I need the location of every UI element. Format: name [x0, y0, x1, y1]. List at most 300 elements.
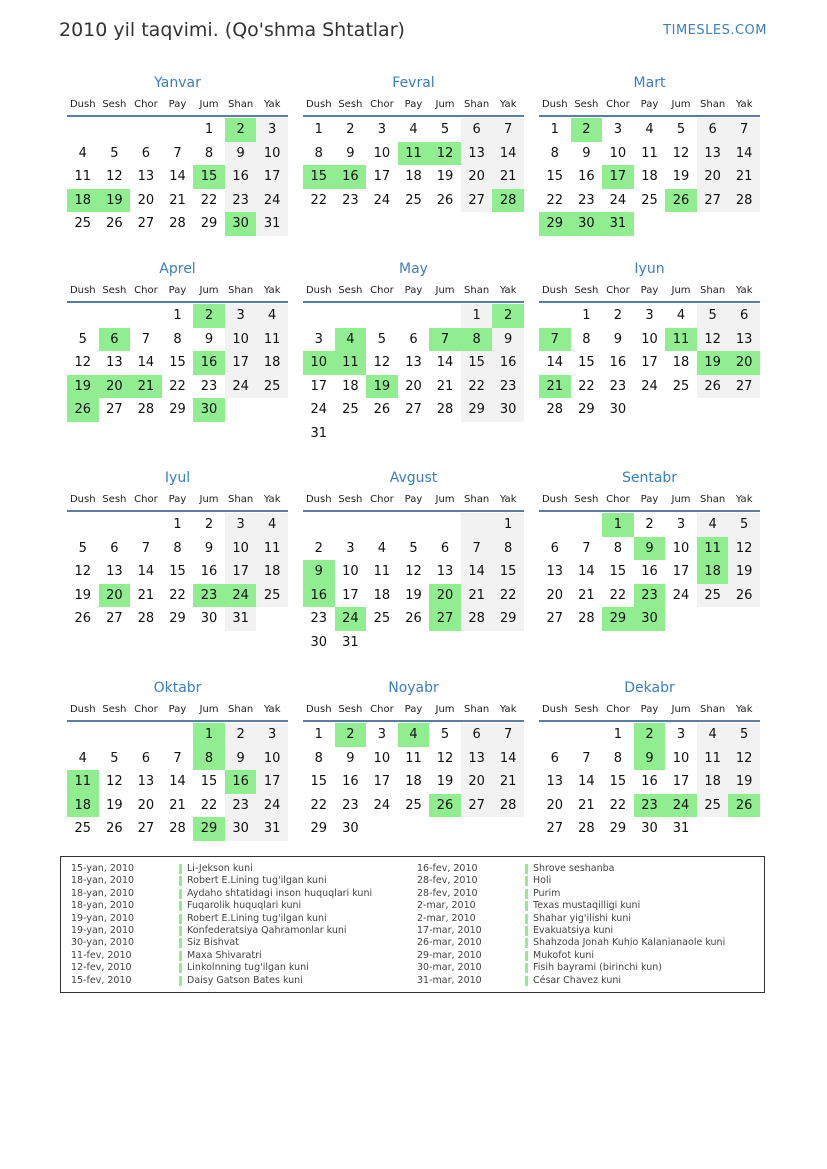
day-cell[interactable]: 3 — [676, 517, 686, 532]
day-cell[interactable]: 8 — [613, 540, 623, 556]
holiday-day-cell[interactable]: 18 — [697, 560, 729, 584]
day-cell[interactable]: 22 — [492, 584, 524, 608]
day-cell[interactable]: 29 — [461, 398, 493, 422]
day-cell[interactable]: 7 — [492, 118, 524, 142]
holiday-day-cell[interactable]: 19 — [99, 189, 131, 213]
day-cell[interactable]: 9 — [613, 331, 623, 347]
day-cell[interactable]: 27 — [697, 189, 729, 213]
holiday-day-cell[interactable]: 30 — [225, 212, 257, 236]
day-cell[interactable]: 7 — [492, 723, 524, 747]
day-cell[interactable]: 24 — [256, 189, 288, 213]
day-cell[interactable]: 29 — [169, 402, 186, 417]
day-cell[interactable]: 8 — [204, 145, 214, 161]
day-cell[interactable]: 1 — [314, 122, 323, 137]
day-cell[interactable]: 11 — [697, 747, 729, 771]
day-cell[interactable]: 25 — [672, 378, 690, 394]
day-cell[interactable]: 20 — [405, 378, 422, 394]
holiday-day-cell[interactable]: 19 — [67, 375, 99, 399]
holiday-day-cell[interactable]: 30 — [634, 607, 666, 631]
day-cell[interactable]: 31 — [310, 425, 328, 441]
day-cell[interactable]: 25 — [74, 216, 92, 231]
holiday-day-cell[interactable]: 4 — [335, 328, 367, 352]
day-cell[interactable]: 31 — [342, 634, 359, 650]
day-cell[interactable]: 24 — [609, 192, 627, 208]
day-cell[interactable]: 25 — [697, 584, 729, 608]
day-cell[interactable]: 14 — [461, 560, 493, 584]
day-cell[interactable]: 30 — [609, 402, 627, 417]
day-cell[interactable]: 13 — [106, 564, 123, 579]
day-cell[interactable]: 25 — [342, 402, 359, 417]
day-cell[interactable]: 9 — [225, 747, 257, 771]
day-cell[interactable]: 14 — [492, 747, 524, 771]
day-cell[interactable]: 12 — [74, 564, 92, 579]
day-cell[interactable]: 16 — [200, 564, 218, 579]
day-cell[interactable]: 3 — [225, 513, 257, 537]
day-cell[interactable]: 8 — [613, 750, 623, 766]
day-cell[interactable]: 28 — [578, 821, 595, 836]
day-cell[interactable]: 22 — [200, 192, 218, 208]
day-cell[interactable]: 25 — [405, 797, 422, 813]
holiday-day-cell[interactable]: 26 — [665, 189, 697, 213]
day-cell[interactable]: 31 — [256, 817, 288, 841]
day-cell[interactable]: 13 — [461, 142, 493, 166]
day-cell[interactable]: 23 — [342, 192, 359, 208]
day-cell[interactable]: 16 — [609, 355, 627, 370]
day-cell[interactable]: 2 — [645, 517, 654, 532]
day-cell[interactable]: 30 — [342, 821, 359, 836]
day-cell[interactable]: 16 — [342, 774, 359, 789]
day-cell[interactable]: 22 — [169, 378, 186, 394]
day-cell[interactable]: 13 — [697, 142, 729, 166]
day-cell[interactable]: 19 — [728, 560, 760, 584]
day-cell[interactable]: 8 — [550, 145, 559, 161]
day-cell[interactable]: 5 — [728, 513, 760, 537]
day-cell[interactable]: 21 — [169, 192, 186, 208]
day-cell[interactable]: 18 — [373, 587, 391, 603]
day-cell[interactable]: 13 — [546, 774, 564, 789]
day-cell[interactable]: 16 — [578, 169, 595, 184]
day-cell[interactable]: 25 — [256, 375, 288, 399]
day-cell[interactable]: 3 — [676, 727, 686, 742]
day-cell[interactable]: 20 — [461, 165, 493, 189]
day-cell[interactable]: 1 — [173, 517, 182, 532]
day-cell[interactable]: 22 — [310, 192, 328, 208]
day-cell[interactable]: 2 — [613, 308, 623, 323]
holiday-day-cell[interactable]: 2 — [193, 304, 225, 328]
day-cell[interactable]: 14 — [546, 355, 564, 370]
day-cell[interactable]: 26 — [728, 584, 760, 608]
day-cell[interactable]: 12 — [74, 355, 92, 370]
day-cell[interactable]: 4 — [78, 750, 87, 766]
holiday-day-cell[interactable]: 19 — [697, 351, 729, 375]
day-cell[interactable]: 17 — [310, 378, 328, 394]
day-cell[interactable]: 10 — [256, 142, 288, 166]
day-cell[interactable]: 5 — [110, 145, 119, 161]
day-cell[interactable]: 21 — [492, 770, 524, 794]
day-cell[interactable]: 16 — [641, 564, 658, 579]
day-cell[interactable]: 17 — [256, 770, 288, 794]
day-cell[interactable]: 13 — [728, 328, 760, 352]
day-cell[interactable]: 6 — [550, 540, 559, 556]
day-cell[interactable]: 1 — [550, 122, 559, 137]
day-cell[interactable]: 1 — [613, 727, 623, 742]
day-cell[interactable]: 23 — [225, 794, 257, 818]
day-cell[interactable]: 1 — [461, 304, 493, 328]
day-cell[interactable]: 23 — [342, 797, 359, 813]
day-cell[interactable]: 8 — [492, 537, 524, 561]
day-cell[interactable]: 24 — [373, 192, 391, 208]
holiday-day-cell[interactable]: 11 — [697, 537, 729, 561]
day-cell[interactable]: 28 — [578, 611, 595, 626]
day-cell[interactable]: 24 — [641, 378, 658, 394]
day-cell[interactable]: 30 — [310, 634, 328, 650]
day-cell[interactable]: 5 — [110, 750, 119, 766]
day-cell[interactable]: 12 — [373, 355, 391, 370]
day-cell[interactable]: 6 — [141, 145, 151, 161]
day-cell[interactable]: 4 — [256, 304, 288, 328]
day-cell[interactable]: 5 — [440, 122, 450, 137]
day-cell[interactable]: 6 — [409, 331, 418, 347]
day-cell[interactable]: 1 — [314, 727, 323, 742]
day-cell[interactable]: 31 — [256, 212, 288, 236]
day-cell[interactable]: 14 — [728, 142, 760, 166]
day-cell[interactable]: 25 — [697, 794, 729, 818]
day-cell[interactable]: 27 — [546, 611, 564, 626]
holiday-day-cell[interactable]: 1 — [193, 723, 225, 747]
holiday-day-cell[interactable]: 18 — [67, 189, 99, 213]
day-cell[interactable]: 4 — [377, 540, 387, 556]
holiday-day-cell[interactable]: 16 — [335, 165, 367, 189]
day-cell[interactable]: 27 — [728, 375, 760, 399]
day-cell[interactable]: 19 — [436, 774, 454, 789]
day-cell[interactable]: 16 — [225, 165, 257, 189]
day-cell[interactable]: 26 — [106, 216, 123, 231]
day-cell[interactable]: 19 — [728, 770, 760, 794]
day-cell[interactable]: 6 — [440, 540, 450, 556]
day-cell[interactable]: 17 — [373, 169, 391, 184]
day-cell[interactable]: 23 — [225, 189, 257, 213]
day-cell[interactable]: 11 — [256, 328, 288, 352]
day-cell[interactable]: 21 — [578, 587, 595, 603]
day-cell[interactable]: 1 — [204, 122, 214, 137]
day-cell[interactable]: 9 — [204, 540, 214, 556]
day-cell[interactable]: 11 — [405, 750, 422, 766]
day-cell[interactable]: 14 — [578, 774, 595, 789]
day-cell[interactable]: 24 — [256, 794, 288, 818]
day-cell[interactable]: 5 — [78, 331, 87, 347]
holiday-day-cell[interactable]: 2 — [335, 723, 367, 747]
holiday-day-cell[interactable]: 1 — [602, 513, 634, 537]
day-cell[interactable]: 5 — [78, 540, 87, 556]
day-cell[interactable]: 10 — [342, 564, 359, 579]
day-cell[interactable]: 27 — [106, 402, 123, 417]
day-cell[interactable]: 8 — [173, 331, 182, 347]
day-cell[interactable]: 15 — [546, 169, 564, 184]
day-cell[interactable]: 25 — [405, 192, 422, 208]
holiday-day-cell[interactable]: 2 — [634, 723, 666, 747]
day-cell[interactable]: 12 — [728, 747, 760, 771]
day-cell[interactable]: 1 — [492, 513, 524, 537]
day-cell[interactable]: 18 — [697, 770, 729, 794]
day-cell[interactable]: 19 — [74, 587, 92, 603]
day-cell[interactable]: 15 — [169, 355, 186, 370]
day-cell[interactable]: 26 — [436, 192, 454, 208]
day-cell[interactable]: 6 — [461, 118, 493, 142]
day-cell[interactable]: 2 — [346, 122, 355, 137]
day-cell[interactable]: 14 — [492, 142, 524, 166]
day-cell[interactable]: 3 — [256, 118, 288, 142]
day-cell[interactable]: 14 — [578, 564, 595, 579]
holiday-day-cell[interactable]: 23 — [634, 794, 666, 818]
day-cell[interactable]: 14 — [169, 774, 186, 789]
day-cell[interactable]: 13 — [137, 774, 155, 789]
day-cell[interactable]: 3 — [377, 727, 387, 742]
day-cell[interactable]: 12 — [672, 145, 690, 161]
holiday-day-cell[interactable]: 15 — [193, 165, 225, 189]
day-cell[interactable]: 20 — [137, 192, 155, 208]
day-cell[interactable]: 28 — [436, 402, 454, 417]
day-cell[interactable]: 3 — [377, 122, 387, 137]
day-cell[interactable]: 20 — [546, 587, 564, 603]
day-cell[interactable]: 23 — [578, 192, 595, 208]
day-cell[interactable]: 12 — [697, 328, 729, 352]
day-cell[interactable]: 26 — [405, 611, 422, 626]
day-cell[interactable]: 11 — [373, 564, 391, 579]
day-cell[interactable]: 9 — [582, 145, 591, 161]
day-cell[interactable]: 23 — [609, 378, 627, 394]
day-cell[interactable]: 15 — [492, 560, 524, 584]
day-cell[interactable]: 19 — [405, 587, 422, 603]
holiday-day-cell[interactable]: 2 — [225, 118, 257, 142]
day-cell[interactable]: 6 — [461, 723, 493, 747]
holiday-day-cell[interactable]: 28 — [492, 189, 524, 213]
day-cell[interactable]: 19 — [672, 169, 690, 184]
day-cell[interactable]: 3 — [645, 308, 654, 323]
day-cell[interactable]: 12 — [106, 774, 123, 789]
holiday-day-cell[interactable]: 31 — [602, 212, 634, 236]
day-cell[interactable]: 5 — [409, 540, 418, 556]
day-cell[interactable]: 21 — [578, 797, 595, 813]
day-cell[interactable]: 10 — [672, 750, 690, 766]
holiday-day-cell[interactable]: 11 — [67, 770, 99, 794]
day-cell[interactable]: 26 — [373, 402, 391, 417]
holiday-day-cell[interactable]: 7 — [539, 328, 571, 352]
day-cell[interactable]: 3 — [225, 304, 257, 328]
day-cell[interactable]: 21 — [492, 165, 524, 189]
day-cell[interactable]: 20 — [546, 797, 564, 813]
holiday-day-cell[interactable]: 20 — [99, 375, 131, 399]
day-cell[interactable]: 31 — [225, 607, 257, 631]
day-cell[interactable]: 5 — [440, 727, 450, 742]
holiday-day-cell[interactable]: 29 — [193, 817, 225, 841]
holiday-day-cell[interactable]: 24 — [665, 794, 697, 818]
holiday-day-cell[interactable]: 24 — [335, 607, 367, 631]
day-cell[interactable]: 8 — [314, 750, 323, 766]
holiday-day-cell[interactable]: 9 — [634, 537, 666, 561]
day-cell[interactable]: 23 — [200, 378, 218, 394]
day-cell[interactable]: 10 — [373, 145, 391, 161]
day-cell[interactable]: 3 — [314, 331, 323, 347]
day-cell[interactable]: 17 — [225, 351, 257, 375]
day-cell[interactable]: 19 — [106, 797, 123, 813]
holiday-day-cell[interactable]: 10 — [303, 351, 335, 375]
day-cell[interactable]: 29 — [200, 216, 218, 231]
day-cell[interactable]: 27 — [461, 189, 493, 213]
day-cell[interactable]: 2 — [314, 540, 323, 556]
day-cell[interactable]: 10 — [609, 145, 627, 161]
holiday-day-cell[interactable]: 24 — [225, 584, 257, 608]
holiday-day-cell[interactable]: 26 — [429, 794, 461, 818]
day-cell[interactable]: 28 — [169, 821, 186, 836]
day-cell[interactable]: 5 — [676, 122, 686, 137]
holiday-day-cell[interactable]: 16 — [193, 351, 225, 375]
holiday-day-cell[interactable]: 6 — [99, 328, 131, 352]
day-cell[interactable]: 14 — [137, 564, 155, 579]
day-cell[interactable]: 22 — [310, 797, 328, 813]
day-cell[interactable]: 17 — [672, 774, 690, 789]
day-cell[interactable]: 16 — [641, 774, 658, 789]
day-cell[interactable]: 18 — [256, 560, 288, 584]
day-cell[interactable]: 11 — [256, 537, 288, 561]
day-cell[interactable]: 27 — [137, 216, 155, 231]
day-cell[interactable]: 21 — [169, 797, 186, 813]
day-cell[interactable]: 16 — [492, 351, 524, 375]
day-cell[interactable]: 21 — [461, 584, 493, 608]
holiday-day-cell[interactable]: 16 — [303, 584, 335, 608]
day-cell[interactable]: 29 — [578, 402, 595, 417]
day-cell[interactable]: 28 — [492, 794, 524, 818]
holiday-day-cell[interactable]: 26 — [67, 398, 99, 422]
holiday-day-cell[interactable]: 9 — [303, 560, 335, 584]
day-cell[interactable]: 1 — [173, 308, 182, 323]
holiday-day-cell[interactable]: 9 — [634, 747, 666, 771]
day-cell[interactable]: 7 — [173, 145, 182, 161]
day-cell[interactable]: 24 — [225, 375, 257, 399]
day-cell[interactable]: 27 — [546, 821, 564, 836]
day-cell[interactable]: 17 — [225, 560, 257, 584]
day-cell[interactable]: 12 — [436, 750, 454, 766]
day-cell[interactable]: 21 — [137, 587, 155, 603]
day-cell[interactable]: 23 — [492, 375, 524, 399]
day-cell[interactable]: 25 — [641, 192, 658, 208]
day-cell[interactable]: 10 — [373, 750, 391, 766]
day-cell[interactable]: 17 — [672, 564, 690, 579]
holiday-day-cell[interactable]: 26 — [728, 794, 760, 818]
day-cell[interactable]: 14 — [436, 355, 454, 370]
holiday-day-cell[interactable]: 19 — [366, 375, 398, 399]
day-cell[interactable]: 6 — [141, 750, 151, 766]
day-cell[interactable]: 28 — [546, 402, 564, 417]
day-cell[interactable]: 10 — [256, 747, 288, 771]
day-cell[interactable]: 7 — [582, 750, 591, 766]
day-cell[interactable]: 18 — [256, 351, 288, 375]
holiday-day-cell[interactable]: 30 — [571, 212, 603, 236]
day-cell[interactable]: 18 — [641, 169, 658, 184]
day-cell[interactable]: 14 — [169, 169, 186, 184]
day-cell[interactable]: 22 — [169, 587, 186, 603]
day-cell[interactable]: 6 — [697, 118, 729, 142]
day-cell[interactable]: 4 — [676, 308, 686, 323]
day-cell[interactable]: 22 — [546, 192, 564, 208]
day-cell[interactable]: 8 — [582, 331, 591, 347]
day-cell[interactable]: 30 — [200, 611, 218, 626]
holiday-day-cell[interactable]: 20 — [728, 351, 760, 375]
holiday-day-cell[interactable]: 23 — [193, 584, 225, 608]
day-cell[interactable]: 28 — [137, 402, 155, 417]
day-cell[interactable]: 15 — [169, 564, 186, 579]
holiday-day-cell[interactable]: 29 — [539, 212, 571, 236]
day-cell[interactable]: 5 — [377, 331, 387, 347]
day-cell[interactable]: 6 — [550, 750, 559, 766]
day-cell[interactable]: 7 — [141, 540, 151, 556]
day-cell[interactable]: 9 — [346, 750, 355, 766]
day-cell[interactable]: 15 — [200, 774, 218, 789]
day-cell[interactable]: 1 — [582, 308, 591, 323]
day-cell[interactable]: 15 — [310, 774, 328, 789]
day-cell[interactable]: 30 — [225, 817, 257, 841]
day-cell[interactable]: 30 — [641, 821, 658, 836]
day-cell[interactable]: 22 — [461, 375, 493, 399]
day-cell[interactable]: 12 — [106, 169, 123, 184]
day-cell[interactable]: 7 — [141, 331, 151, 347]
holiday-day-cell[interactable]: 21 — [130, 375, 162, 399]
day-cell[interactable]: 5 — [697, 304, 729, 328]
day-cell[interactable]: 24 — [373, 797, 391, 813]
day-cell[interactable]: 24 — [310, 402, 328, 417]
day-cell[interactable]: 25 — [74, 821, 92, 836]
day-cell[interactable]: 27 — [106, 611, 123, 626]
day-cell[interactable]: 23 — [310, 611, 328, 626]
day-cell[interactable]: 4 — [256, 513, 288, 537]
day-cell[interactable]: 21 — [728, 165, 760, 189]
day-cell[interactable]: 26 — [74, 611, 92, 626]
day-cell[interactable]: 19 — [436, 169, 454, 184]
holiday-day-cell[interactable]: 17 — [602, 165, 634, 189]
holiday-day-cell[interactable]: 23 — [634, 584, 666, 608]
day-cell[interactable]: 22 — [200, 797, 218, 813]
day-cell[interactable]: 12 — [405, 564, 422, 579]
day-cell[interactable]: 17 — [373, 774, 391, 789]
holiday-day-cell[interactable]: 8 — [461, 328, 493, 352]
holiday-day-cell[interactable]: 11 — [335, 351, 367, 375]
day-cell[interactable]: 28 — [137, 611, 155, 626]
day-cell[interactable]: 28 — [728, 189, 760, 213]
day-cell[interactable]: 29 — [169, 611, 186, 626]
holiday-day-cell[interactable]: 21 — [539, 375, 571, 399]
holiday-day-cell[interactable]: 7 — [429, 328, 461, 352]
day-cell[interactable]: 28 — [169, 216, 186, 231]
day-cell[interactable]: 11 — [74, 169, 92, 184]
day-cell[interactable]: 9 — [492, 328, 524, 352]
holiday-day-cell[interactable]: 8 — [193, 747, 225, 771]
day-cell[interactable]: 20 — [697, 165, 729, 189]
day-cell[interactable]: 5 — [728, 723, 760, 747]
day-cell[interactable]: 28 — [461, 607, 493, 631]
holiday-day-cell[interactable]: 4 — [398, 723, 430, 747]
day-cell[interactable]: 17 — [256, 165, 288, 189]
day-cell[interactable]: 7 — [173, 750, 182, 766]
day-cell[interactable]: 7 — [461, 537, 493, 561]
day-cell[interactable]: 8 — [173, 540, 182, 556]
day-cell[interactable]: 10 — [672, 540, 690, 556]
holiday-day-cell[interactable]: 18 — [67, 794, 99, 818]
holiday-day-cell[interactable]: 11 — [665, 328, 697, 352]
holiday-day-cell[interactable]: 2 — [571, 118, 603, 142]
day-cell[interactable]: 15 — [609, 564, 627, 579]
day-cell[interactable]: 21 — [436, 378, 454, 394]
holiday-day-cell[interactable]: 20 — [429, 584, 461, 608]
holiday-day-cell[interactable]: 16 — [225, 770, 257, 794]
